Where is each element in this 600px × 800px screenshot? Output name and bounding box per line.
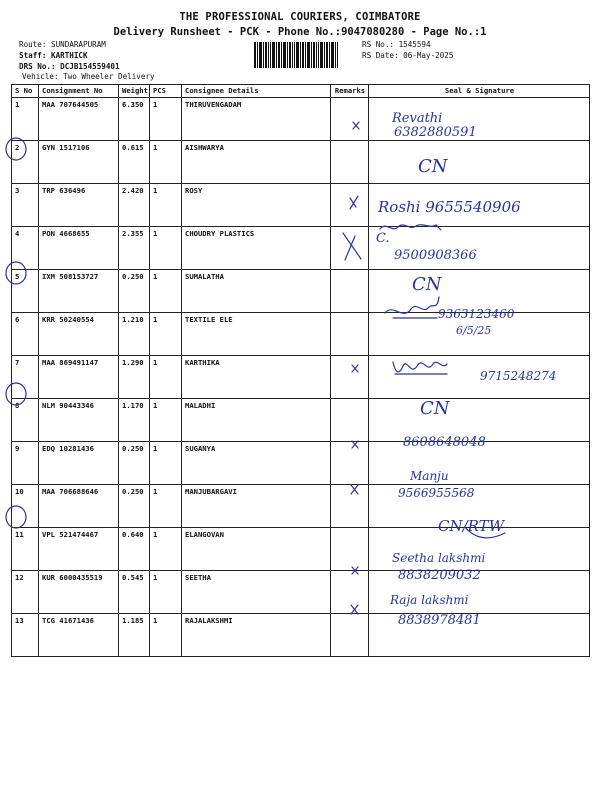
cell-sno: 7 (12, 356, 39, 399)
cell-sno: 2 (12, 141, 39, 184)
rs-date: RS Date: 06-May-2025 (362, 51, 454, 60)
hw-row8-note: CN (420, 398, 450, 419)
cell-sno: 3 (12, 184, 39, 227)
cell-consignment: MAA 869491147 (39, 356, 119, 399)
cell-pcs: 1 (150, 485, 182, 528)
cell-weight: 1.290 (119, 356, 150, 399)
cell-consignee: ROSY (182, 184, 331, 227)
hw-row1-name: Revathi (392, 111, 443, 126)
cell-signature (369, 184, 590, 227)
hw-row13-name: Raja lakshmi (390, 593, 469, 607)
table-row (12, 399, 590, 442)
route-label: Route: SUNDARAPURAM (19, 40, 106, 49)
hw-row12-name: Seetha lakshmi (392, 551, 486, 565)
col-header-remarks: Remarks (331, 85, 369, 98)
company-title: THE PROFESSIONAL COURIERS, COIMBATORE (179, 11, 421, 23)
cell-weight: 1.185 (119, 614, 150, 657)
cell-consignment: EDQ 10281436 (39, 442, 119, 485)
cell-remarks (331, 141, 369, 184)
cell-signature (369, 528, 590, 571)
cell-consignee: SEETHA (182, 571, 331, 614)
table-row (12, 614, 590, 657)
table-row (12, 528, 590, 571)
table-header-row (12, 85, 590, 98)
hw-row11-note: CN/RTW (438, 517, 505, 535)
cell-consignment: TCG 41671436 (39, 614, 119, 657)
hw-row4-name: C. (376, 231, 390, 246)
cell-signature (369, 442, 590, 485)
cell-pcs: 1 (150, 227, 182, 270)
hw-row9-phone: 8608648048 (403, 435, 486, 450)
table-row (12, 356, 590, 399)
cell-weight: 0.615 (119, 141, 150, 184)
cell-remarks (331, 442, 369, 485)
drs-number: DRS No.: DCJB154559401 (19, 62, 120, 71)
hw-row5-note: CN (412, 274, 442, 295)
cell-consignee: SUGANYA (182, 442, 331, 485)
cell-weight: 1.210 (119, 313, 150, 356)
cell-consignment: IXM 508153727 (39, 270, 119, 313)
cell-consignee: CHOUDRY PLASTICS (182, 227, 331, 270)
cell-pcs: 1 (150, 141, 182, 184)
cell-consignment: TRP 636496 (39, 184, 119, 227)
cell-consignee: KARTHIKA (182, 356, 331, 399)
cell-pcs: 1 (150, 313, 182, 356)
col-header-consignment: Consignment No (39, 85, 119, 98)
table-row (12, 227, 590, 270)
cell-weight: 0.545 (119, 571, 150, 614)
table-row (12, 313, 590, 356)
cell-remarks (331, 184, 369, 227)
cell-sno: 13 (12, 614, 39, 657)
cell-pcs: 1 (150, 356, 182, 399)
cell-signature (369, 313, 590, 356)
cell-consignment: MAA 707644505 (39, 98, 119, 141)
hw-row1-phone: 6382880591 (394, 125, 477, 140)
cell-consignee: SUMALATHA (182, 270, 331, 313)
cell-consignee: THIRUVENGADAM (182, 98, 331, 141)
cell-remarks (331, 399, 369, 442)
cell-pcs: 1 (150, 270, 182, 313)
col-header-weight: Weight (119, 85, 150, 98)
cell-sno: 9 (12, 442, 39, 485)
cell-weight: 1.170 (119, 399, 150, 442)
cell-remarks (331, 270, 369, 313)
cell-weight: 6.350 (119, 98, 150, 141)
table-row (12, 98, 590, 141)
table-row (12, 571, 590, 614)
cell-pcs: 1 (150, 571, 182, 614)
cell-sno: 10 (12, 485, 39, 528)
cell-pcs: 1 (150, 98, 182, 141)
cell-consignee: AISHWARYA (182, 141, 331, 184)
hw-row6-date: 6/5/25 (456, 324, 492, 337)
col-header-consignee: Consignee Details (182, 85, 331, 98)
col-header-sno: S No (12, 85, 39, 98)
cell-signature (369, 141, 590, 184)
cell-signature (369, 356, 590, 399)
table-row (12, 270, 590, 313)
hw-row13-phone: 8838978481 (398, 613, 481, 628)
vehicle-label: Vehicle: Two Wheeler Delivery (22, 72, 155, 81)
cell-consignment: VPL 521474467 (39, 528, 119, 571)
hw-row6-phone: 9363123460 (438, 307, 515, 321)
cell-consignee: ELANGOVAN (182, 528, 331, 571)
cell-pcs: 1 (150, 399, 182, 442)
hw-row7-phone: 9715248274 (480, 369, 557, 383)
cell-remarks (331, 614, 369, 657)
cell-consignee: RAJALAKSHMI (182, 614, 331, 657)
runsheet-table (11, 84, 590, 657)
cell-pcs: 1 (150, 442, 182, 485)
cell-consignment: MAA 706688646 (39, 485, 119, 528)
table-row (12, 141, 590, 184)
cell-signature (369, 571, 590, 614)
cell-sno: 8 (12, 399, 39, 442)
runsheet-subtitle: Delivery Runsheet - PCK - Phone No.:9047080280 - Page No.:1 (113, 26, 487, 38)
cell-consignee: MANJUBARGAVI (182, 485, 331, 528)
table-row (12, 485, 590, 528)
cell-consignment: PON 4668655 (39, 227, 119, 270)
table-row (12, 442, 590, 485)
hw-row3-signature: Roshi 9655540906 (378, 198, 521, 216)
staff-label: Staff: KARTHICK (19, 51, 88, 60)
cell-signature (369, 614, 590, 657)
cell-consignee: TEXTILE ELE (182, 313, 331, 356)
cell-pcs: 1 (150, 528, 182, 571)
hw-row2-note: CN (418, 156, 448, 177)
cell-consignment: NLM 90443346 (39, 399, 119, 442)
cell-weight: 0.250 (119, 442, 150, 485)
cell-weight: 2.420 (119, 184, 150, 227)
cell-weight: 0.250 (119, 270, 150, 313)
col-header-pcs: PCS (150, 85, 182, 98)
cell-signature (369, 485, 590, 528)
cell-remarks (331, 571, 369, 614)
cell-consignment: KUR 6000435519 (39, 571, 119, 614)
cell-consignment: GYN 1517106 (39, 141, 119, 184)
cell-sno: 12 (12, 571, 39, 614)
hw-row4-phone: 9500908366 (394, 248, 477, 263)
cell-sno: 11 (12, 528, 39, 571)
cell-signature (369, 98, 590, 141)
cell-sno: 6 (12, 313, 39, 356)
hw-row10-phone: 9566955568 (398, 486, 475, 500)
cell-weight: 2.355 (119, 227, 150, 270)
cell-remarks (331, 485, 369, 528)
cell-consignee: MALADHI (182, 399, 331, 442)
table-row (12, 184, 590, 227)
cell-signature (369, 399, 590, 442)
cell-signature (369, 227, 590, 270)
hw-row10-name: Manju (410, 469, 449, 483)
cell-sno: 5 (12, 270, 39, 313)
cell-remarks (331, 313, 369, 356)
cell-weight: 0.640 (119, 528, 150, 571)
cell-sno: 4 (12, 227, 39, 270)
cell-pcs: 1 (150, 184, 182, 227)
barcode (254, 42, 338, 68)
cell-weight: 0.250 (119, 485, 150, 528)
hw-row12-phone: 8838209032 (398, 568, 481, 583)
rs-number: RS No.: 1545594 (362, 40, 431, 49)
cell-remarks (331, 227, 369, 270)
cell-signature (369, 270, 590, 313)
col-header-signature: Seal & Signature (369, 85, 590, 98)
cell-pcs: 1 (150, 614, 182, 657)
cell-remarks (331, 528, 369, 571)
cell-remarks (331, 98, 369, 141)
cell-sno: 1 (12, 98, 39, 141)
cell-consignment: KRR 50240554 (39, 313, 119, 356)
cell-remarks (331, 356, 369, 399)
